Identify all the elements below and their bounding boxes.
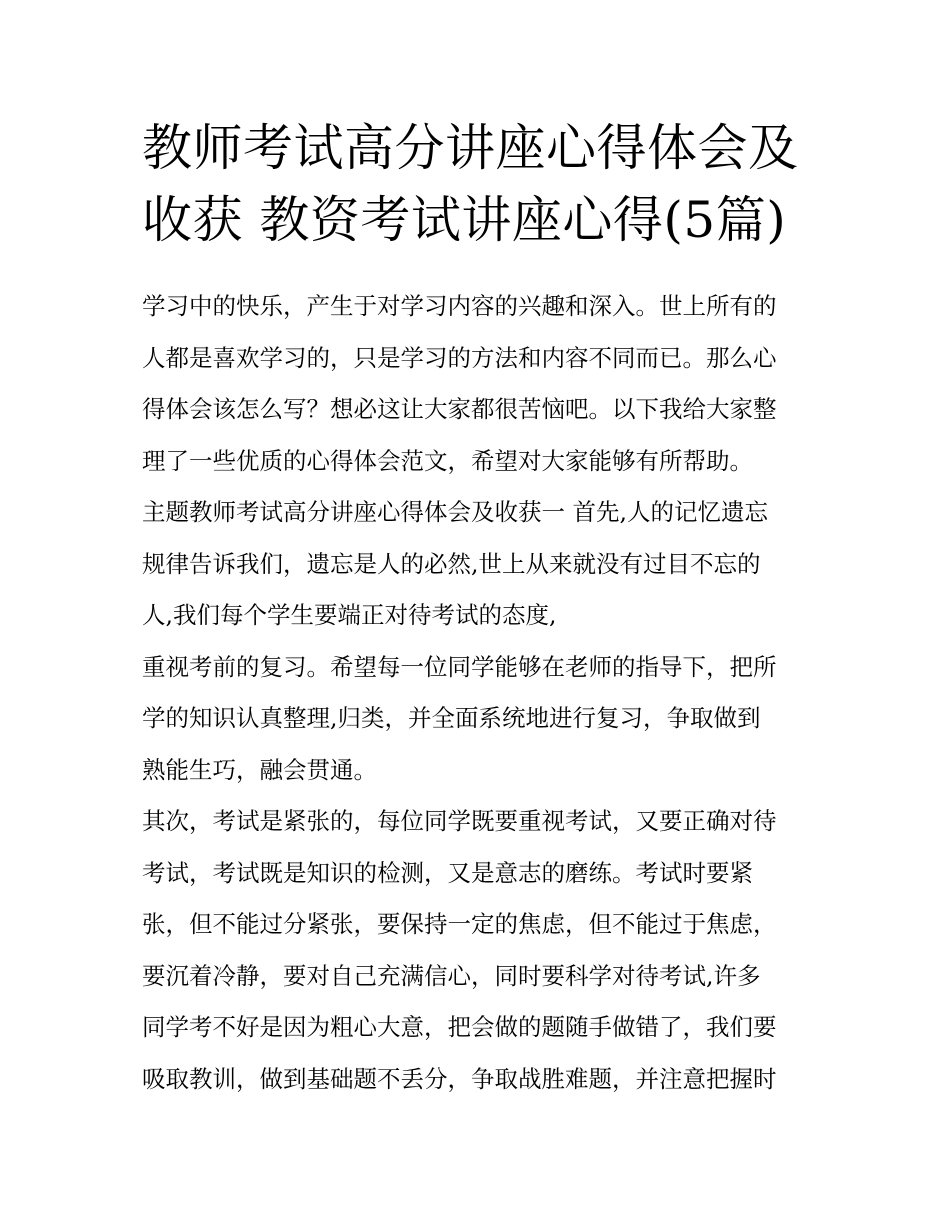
text-line: 学习中的快乐，产生于对学习内容的兴趣和深入。世上所有的 [142,292,777,320]
text-line: 理了一些优质的心得体会范文，希望对大家能够有所帮助。 [142,446,753,475]
text-line: 张，但不能过分紧张，要保持一定的焦虑，但不能过于焦虑， [142,910,777,938]
text-line: 吸取教训，做到基础题不丢分，争取战胜难题，并注意把握时 [142,1064,777,1093]
text-line: 其次，考试是紧张的，每位同学既要重视考试，又要正确对待 [142,807,777,835]
title-line: 教师考试高分讲座心得体会及 [142,119,799,177]
text-line: 考试，考试既是知识的检测，又是意志的磨练。考试时要紧 [142,858,753,887]
text-line: 熟能生巧，融会贯通。 [142,755,377,784]
text-line: 要沉着冷静，要对自己充满信心，同时要科学对待考试,许多 [142,961,761,990]
title-line: 收获 教资考试讲座心得(5篇) [142,191,787,249]
text-line: 主题教师考试高分讲座心得体会及收获一 首先,人的记忆遗忘 [142,498,768,526]
text-line: 重视考前的复习。希望每一位同学能够在老师的指导下，把所 [142,652,777,681]
body-text [142,281,832,1105]
text-line: 同学考不好是因为粗心大意，把会做的题随手做错了，我们要 [142,1013,777,1041]
text-line: 人,我们每个学生要端正对待考试的态度, [142,601,557,629]
text-line: 得体会该怎么写？想必这让大家都很苦恼吧。以下我给大家整 [142,395,777,423]
text-line: 人都是喜欢学习的，只是学习的方法和内容不同而已。那么心 [142,343,777,372]
text-line: 规律告诉我们，遗忘是人的必然,世上从来就没有过目不忘的 [142,549,761,578]
page-title [142,112,822,256]
text-line: 学的知识认真整理,归类，并全面系统地进行复习，争取做到 [142,704,761,732]
